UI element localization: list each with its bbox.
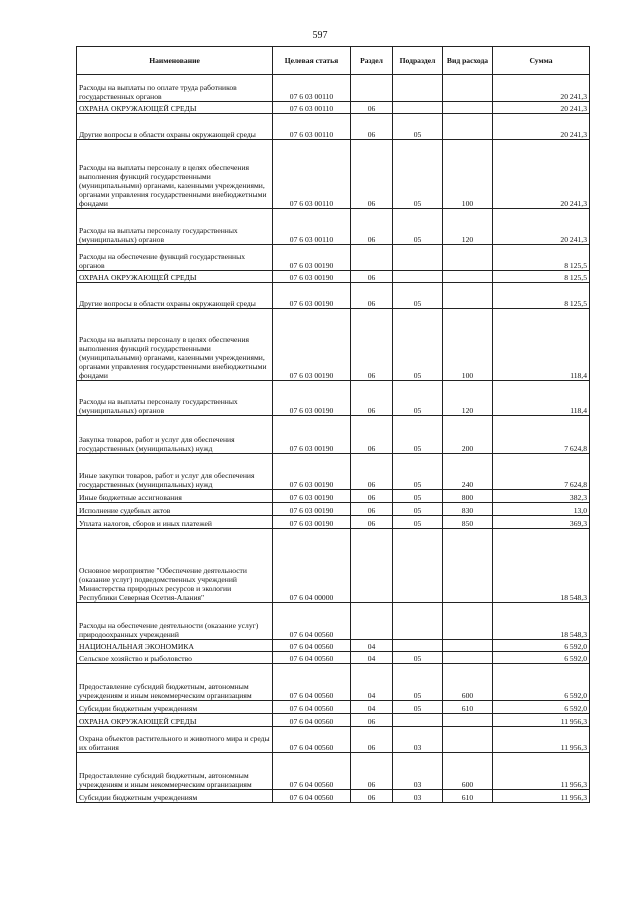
- row-name: Расходы на выплаты персоналу государственных (муниципальных) органов: [77, 381, 273, 416]
- row-name: ОХРАНА ОКРУЖАЮЩЕЙ СРЕДЫ: [77, 102, 273, 114]
- header-section: Раздел: [351, 47, 393, 75]
- row-subsection: [393, 271, 443, 283]
- row-section: 06: [351, 727, 393, 753]
- row-target-article: 07 6 04 00000: [273, 529, 351, 603]
- row-expense-type: 240: [443, 454, 493, 490]
- row-name: Сельское хозяйство и рыболовство: [77, 652, 273, 664]
- table-row: [77, 309, 590, 381]
- row-amount: 6 592,0: [493, 652, 590, 664]
- row-target-article: 07 6 04 00560: [273, 753, 351, 790]
- table-row: [77, 454, 590, 490]
- header-name: Наименование: [77, 47, 273, 75]
- row-section: 06: [351, 309, 393, 381]
- row-target-article: 07 6 03 00190: [273, 490, 351, 503]
- row-subsection: 05: [393, 309, 443, 381]
- row-expense-type: 600: [443, 664, 493, 701]
- row-name: Субсидии бюджетным учреждениям: [77, 701, 273, 714]
- row-expense-type: [443, 75, 493, 102]
- header-subsection: Подраздел: [393, 47, 443, 75]
- table-row: [77, 490, 590, 503]
- row-amount: 13,0: [493, 503, 590, 516]
- row-name: Уплата налогов, сборов и иных платежей: [77, 516, 273, 529]
- row-target-article: 07 6 04 00560: [273, 727, 351, 753]
- row-name: Исполнение судебных актов: [77, 503, 273, 516]
- table-row: [77, 503, 590, 516]
- row-subsection: 05: [393, 701, 443, 714]
- table-header-row: [77, 47, 590, 75]
- row-subsection: 03: [393, 727, 443, 753]
- row-name: Иные закупки товаров, работ и услуг для обеспечения государственных (муниципальных) нужд: [77, 454, 273, 490]
- table-row: [77, 75, 590, 102]
- row-subsection: [393, 75, 443, 102]
- table-row: [77, 271, 590, 283]
- row-section: 04: [351, 640, 393, 652]
- row-target-article: 07 6 03 00190: [273, 245, 351, 271]
- row-section: [351, 245, 393, 271]
- row-target-article: 07 6 03 00190: [273, 503, 351, 516]
- table-row: [77, 701, 590, 714]
- row-expense-type: 830: [443, 503, 493, 516]
- row-subsection: [393, 640, 443, 652]
- row-expense-type: 610: [443, 790, 493, 803]
- budget-table: [76, 46, 590, 803]
- row-subsection: [393, 245, 443, 271]
- row-expense-type: 610: [443, 701, 493, 714]
- table-row: [77, 790, 590, 803]
- row-name: Другие вопросы в области охраны окружающей среды: [77, 114, 273, 140]
- row-target-article: 07 6 04 00560: [273, 652, 351, 664]
- row-expense-type: 100: [443, 140, 493, 209]
- row-section: 06: [351, 454, 393, 490]
- row-section: 06: [351, 209, 393, 245]
- row-section: [351, 603, 393, 640]
- row-section: 06: [351, 503, 393, 516]
- row-expense-type: [443, 245, 493, 271]
- row-section: 06: [351, 516, 393, 529]
- row-expense-type: [443, 283, 493, 309]
- row-amount: 6 592,0: [493, 701, 590, 714]
- row-name: Субсидии бюджетным учреждениям: [77, 790, 273, 803]
- row-name: НАЦИОНАЛЬНАЯ ЭКОНОМИКА: [77, 640, 273, 652]
- row-amount: 18 548,3: [493, 603, 590, 640]
- table-row: [77, 283, 590, 309]
- row-section: 06: [351, 271, 393, 283]
- row-name: ОХРАНА ОКРУЖАЮЩЕЙ СРЕДЫ: [77, 714, 273, 727]
- table-row: [77, 753, 590, 790]
- row-expense-type: [443, 102, 493, 114]
- table-row: [77, 727, 590, 753]
- table-row: [77, 516, 590, 529]
- row-subsection: 03: [393, 753, 443, 790]
- row-name: Предоставление субсидий бюджетным, автономным учреждениям и иным некоммерческим организациям: [77, 664, 273, 701]
- row-amount: 20 241,3: [493, 102, 590, 114]
- row-target-article: 07 6 03 00190: [273, 381, 351, 416]
- row-amount: 369,3: [493, 516, 590, 529]
- row-subsection: 05: [393, 503, 443, 516]
- row-section: 04: [351, 701, 393, 714]
- row-name: Расходы на выплаты персоналу в целях обеспечения выполнения функций государственными (муниципальными) органами, казенными учреждениями, органами управления государственными внебюджетными фондами: [77, 309, 273, 381]
- row-subsection: 05: [393, 416, 443, 454]
- row-subsection: 05: [393, 454, 443, 490]
- row-amount: 118,4: [493, 309, 590, 381]
- row-name: Расходы на обеспечение функций государственных органов: [77, 245, 273, 271]
- row-subsection: [393, 529, 443, 603]
- page-number: 597: [312, 30, 328, 41]
- row-amount: 20 241,3: [493, 140, 590, 209]
- row-section: 06: [351, 140, 393, 209]
- row-expense-type: [443, 271, 493, 283]
- row-expense-type: [443, 640, 493, 652]
- row-name: Расходы на выплаты персоналу государственных (муниципальных) органов: [77, 209, 273, 245]
- row-expense-type: [443, 529, 493, 603]
- row-target-article: 07 6 04 00560: [273, 640, 351, 652]
- row-target-article: 07 6 03 00190: [273, 309, 351, 381]
- row-expense-type: [443, 727, 493, 753]
- header-expense-type: Вид расхода: [443, 47, 493, 75]
- row-target-article: 07 6 03 00190: [273, 271, 351, 283]
- row-expense-type: 120: [443, 209, 493, 245]
- row-amount: 6 592,0: [493, 664, 590, 701]
- table-row: [77, 529, 590, 603]
- row-subsection: 03: [393, 790, 443, 803]
- row-subsection: 05: [393, 516, 443, 529]
- row-expense-type: [443, 714, 493, 727]
- row-section: 06: [351, 283, 393, 309]
- row-section: 04: [351, 652, 393, 664]
- row-name: Расходы на выплаты персоналу в целях обеспечения выполнения функций государственными (муниципальными) органами, казенными учреждениями, органами управления государственными внебюджетными фондами: [77, 140, 273, 209]
- row-amount: 20 241,3: [493, 75, 590, 102]
- table-row: [77, 245, 590, 271]
- row-section: 06: [351, 790, 393, 803]
- row-amount: 7 624,8: [493, 416, 590, 454]
- row-name: Предоставление субсидий бюджетным, автономным учреждениям и иным некоммерческим организациям: [77, 753, 273, 790]
- row-amount: 382,3: [493, 490, 590, 503]
- row-section: 06: [351, 102, 393, 114]
- table-row: [77, 209, 590, 245]
- row-section: 06: [351, 381, 393, 416]
- header-target-article: Целевая статья: [273, 47, 351, 75]
- row-expense-type: [443, 603, 493, 640]
- row-name: Расходы на обеспечение деятельности (оказание услуг) природоохранных учреждений: [77, 603, 273, 640]
- row-amount: 6 592,0: [493, 640, 590, 652]
- row-amount: 11 956,3: [493, 714, 590, 727]
- row-target-article: 07 6 04 00560: [273, 701, 351, 714]
- row-section: 06: [351, 490, 393, 503]
- row-subsection: 05: [393, 140, 443, 209]
- row-target-article: 07 6 03 00190: [273, 416, 351, 454]
- header-amount: Сумма: [493, 47, 590, 75]
- row-amount: 7 624,8: [493, 454, 590, 490]
- row-target-article: 07 6 04 00560: [273, 603, 351, 640]
- row-target-article: 07 6 03 00190: [273, 454, 351, 490]
- row-amount: 8 125,5: [493, 245, 590, 271]
- table-row: [77, 714, 590, 727]
- row-target-article: 07 6 03 00190: [273, 516, 351, 529]
- row-target-article: 07 6 03 00110: [273, 75, 351, 102]
- row-expense-type: 600: [443, 753, 493, 790]
- table-row: [77, 603, 590, 640]
- row-name: Иные бюджетные ассигнования: [77, 490, 273, 503]
- row-subsection: 05: [393, 209, 443, 245]
- row-subsection: [393, 603, 443, 640]
- row-target-article: 07 6 03 00110: [273, 140, 351, 209]
- row-expense-type: 200: [443, 416, 493, 454]
- row-expense-type: [443, 114, 493, 140]
- row-name: Основное мероприятие "Обеспечение деятельности (оказание услуг) подведомственных учреждений Министерства природных ресурсов и экологии Республики Северная Осетия-Алания": [77, 529, 273, 603]
- table-row: [77, 416, 590, 454]
- table-row: [77, 652, 590, 664]
- row-amount: 20 241,3: [493, 114, 590, 140]
- table-row: [77, 664, 590, 701]
- table-row: [77, 140, 590, 209]
- row-expense-type: 100: [443, 309, 493, 381]
- row-subsection: 05: [393, 283, 443, 309]
- row-section: 06: [351, 416, 393, 454]
- row-amount: 11 956,3: [493, 790, 590, 803]
- row-name: Охрана объектов растительного и животного мира и среды их обитания: [77, 727, 273, 753]
- row-section: [351, 75, 393, 102]
- row-amount: 8 125,5: [493, 283, 590, 309]
- row-target-article: 07 6 03 00110: [273, 102, 351, 114]
- row-target-article: 07 6 04 00560: [273, 664, 351, 701]
- row-name: ОХРАНА ОКРУЖАЮЩЕЙ СРЕДЫ: [77, 271, 273, 283]
- row-amount: 8 125,5: [493, 271, 590, 283]
- row-name: Закупка товаров, работ и услуг для обеспечения государственных (муниципальных) нужд: [77, 416, 273, 454]
- row-subsection: [393, 714, 443, 727]
- row-subsection: 05: [393, 114, 443, 140]
- row-subsection: [393, 102, 443, 114]
- row-subsection: 05: [393, 652, 443, 664]
- table-row: [77, 114, 590, 140]
- table-row: [77, 381, 590, 416]
- row-section: 04: [351, 664, 393, 701]
- row-expense-type: 850: [443, 516, 493, 529]
- row-amount: 11 956,3: [493, 753, 590, 790]
- row-amount: 11 956,3: [493, 727, 590, 753]
- row-subsection: 05: [393, 490, 443, 503]
- row-target-article: 07 6 04 00560: [273, 714, 351, 727]
- row-amount: 118,4: [493, 381, 590, 416]
- row-subsection: 05: [393, 664, 443, 701]
- row-target-article: 07 6 03 00110: [273, 114, 351, 140]
- row-target-article: 07 6 03 00110: [273, 209, 351, 245]
- row-expense-type: 120: [443, 381, 493, 416]
- row-expense-type: [443, 652, 493, 664]
- row-section: [351, 529, 393, 603]
- row-subsection: 05: [393, 381, 443, 416]
- row-target-article: 07 6 04 00560: [273, 790, 351, 803]
- row-amount: 18 548,3: [493, 529, 590, 603]
- row-name: Другие вопросы в области охраны окружающей среды: [77, 283, 273, 309]
- row-section: 06: [351, 753, 393, 790]
- row-name: Расходы на выплаты по оплате труда работников государственных органов: [77, 75, 273, 102]
- row-section: 06: [351, 114, 393, 140]
- row-amount: 20 241,3: [493, 209, 590, 245]
- row-section: 06: [351, 714, 393, 727]
- table-row: [77, 102, 590, 114]
- table-row: [77, 640, 590, 652]
- row-expense-type: 800: [443, 490, 493, 503]
- row-target-article: 07 6 03 00190: [273, 283, 351, 309]
